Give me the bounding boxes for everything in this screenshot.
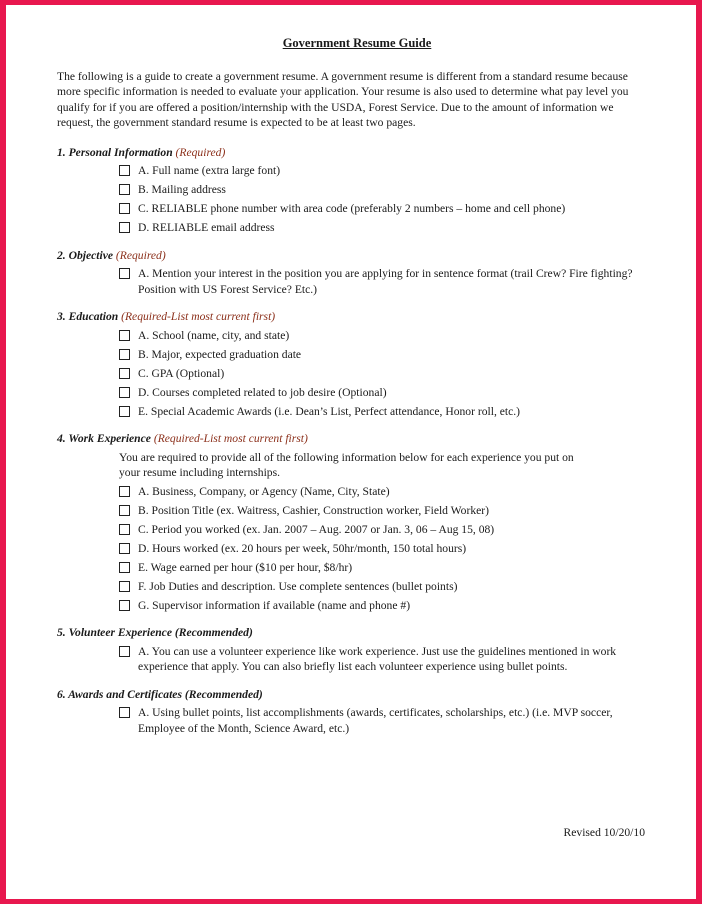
revision-date: Revised 10/20/10 [563,826,645,839]
section-heading [57,625,647,641]
section-heading [57,687,647,703]
item-text: E. Wage earned per hour ($10 per hour, $8/hr) [138,560,353,574]
checkbox[interactable] [119,222,130,233]
checklist-item [119,385,647,401]
requirement-label: (Recommended) [184,687,263,701]
checklist-item [119,366,647,382]
requirement-label: (Required) [115,248,166,262]
item-text: G. Supervisor information if available (name and phone #) [138,598,411,612]
section-heading [57,145,647,161]
item-text: D. Hours worked (ex. 20 hours per week, 50hr/month, 150 total hours) [138,541,467,555]
checklist-item [119,266,647,297]
section-volunteer-experience [57,625,647,675]
checkbox[interactable] [119,646,130,657]
item-text: A. School (name, city, and state) [138,328,290,342]
section-work-experience [57,431,647,613]
document-page [57,36,647,748]
section-heading [57,431,647,447]
checklist-item [119,328,647,344]
section-title: 3. Education [57,310,119,323]
section-awards-certificates [57,687,647,737]
item-text: C. RELIABLE phone number with area code (preferably 2 numbers – home and cell phone) [138,202,566,215]
checkbox[interactable] [119,505,130,516]
checkbox[interactable] [119,486,130,497]
item-text: B. Position Title (ex. Waitress, Cashier, Construction worker, Field Worker) [138,503,490,517]
item-text: D. RELIABLE email address [138,221,275,234]
item-text: A. Using bullet points, list accomplishments (awards, certificates, scholarships, etc.) (i.e. MVP soccer, Employee of the Month, Science Award, etc.) [138,706,613,735]
item-text: A. Business, Company, or Agency (Name, City, State) [138,484,390,498]
section-heading [57,248,647,264]
requirement-label: (Required-List most current first) [121,310,276,323]
checkbox[interactable] [119,543,130,554]
requirement-label: (Required-List most current first) [153,432,308,445]
checkbox[interactable] [119,707,130,718]
checklist-item [119,579,647,595]
requirement-label: (Required) [175,145,226,159]
section-heading [57,309,647,325]
checkbox[interactable] [119,349,130,360]
checklist-item [119,705,647,736]
item-text: C. Period you worked (ex. Jan. 2007 – Aug. 2007 or Jan. 3, 06 – Aug 15, 08) [138,522,495,536]
item-text: F. Job Duties and description. Use complete sentences (bullet points) [138,579,458,593]
section-note: You are required to provide all of the following information below for each experience you put on your resume including internships. [119,450,574,479]
checkbox[interactable] [119,203,130,214]
checkbox[interactable] [119,581,130,592]
item-text: D. Courses completed related to job desire (Optional) [138,385,387,399]
checklist-item [119,598,647,614]
checkbox[interactable] [119,562,130,573]
item-text: B. Mailing address [138,183,226,196]
intro-paragraph: The following is a guide to create a government resume. A government resume is different from a standard resume because more specific information is needed to evaluate your application. Your resume is also used to determine what pay level you qualify for if you are offered a position/internship with the USDA, Forest Service. Due to the amount of information we request, the government standard resume is expected to be at least two pages. [57,69,629,129]
checklist-item [119,347,647,363]
checklist-item [119,541,647,557]
checklist-item [119,560,647,576]
section-title: 4. Work Experience [57,432,151,445]
section-title: 6. Awards and Certificates [57,687,182,701]
checkbox[interactable] [119,600,130,611]
checklist-item [119,201,647,217]
checkbox[interactable] [119,330,130,341]
section-personal-information [57,145,647,236]
checklist-item [119,163,647,179]
item-text: A. Full name (extra large font) [138,164,281,177]
checklist-item [119,522,647,538]
checkbox[interactable] [119,165,130,176]
item-text: A. You can use a volunteer experience like work experience. Just use the guidelines mentioned in work experience that apply. You can also briefly list each volunteer experience using bullet points. [138,644,617,673]
section-title: 2. Objective [57,248,114,262]
item-text: E. Special Academic Awards (i.e. Dean’s List, Perfect attendance, Honor roll, etc.) [138,404,521,418]
checklist-item [119,503,647,519]
checkbox[interactable] [119,524,130,535]
checklist-item [119,182,647,198]
checklist-item [119,404,647,420]
checkbox[interactable] [119,184,130,195]
item-text: C. GPA (Optional) [138,366,225,380]
item-text: A. Mention your interest in the position you are applying for in sentence format (trail Crew? Fire fighting? Position with US Forest Service? Etc.) [138,267,633,296]
checklist-item [119,644,647,675]
item-text: B. Major, expected graduation date [138,347,302,361]
section-education [57,309,647,419]
section-title: 5. Volunteer Experience [57,626,172,639]
section-title: 1. Personal Information [57,145,173,159]
section-objective [57,248,647,298]
checkbox[interactable] [119,406,130,417]
requirement-label: (Recommended) [174,626,253,639]
checkbox[interactable] [119,368,130,379]
checklist-item [119,484,647,500]
checkbox[interactable] [119,268,130,279]
checkbox[interactable] [119,387,130,398]
checklist-item [119,220,647,236]
document-title: Government Resume Guide [282,36,432,50]
